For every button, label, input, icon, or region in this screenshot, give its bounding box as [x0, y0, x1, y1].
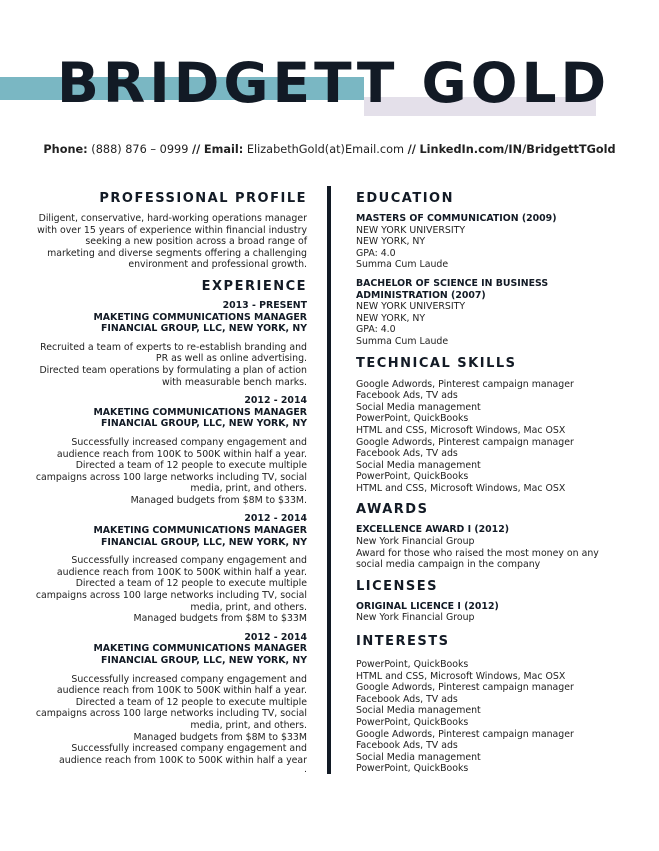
interest-item: PowerPoint, QuickBooks — [356, 763, 469, 775]
interest-item: Social Media management — [356, 705, 481, 717]
education-detail: NEW YORK, NY — [356, 236, 426, 248]
section-heading-licenses: LICENSES — [356, 578, 439, 594]
section-heading-technical-skills: TECHNICAL SKILLS — [356, 355, 517, 371]
skill-item: Google Adwords, Pinterest campaign manager — [356, 378, 574, 390]
job-description-line: campaigns across 100 large networks including TV, social — [35, 590, 307, 602]
job-description-line: Directed a team of 12 people to execute multiple — [75, 460, 307, 472]
award-title: EXCELLENCE AWARD I (2012) — [356, 524, 510, 536]
skill-item: Google Adwords, Pinterest campaign manager — [356, 436, 574, 448]
interest-item: HTML and CSS, Microsoft Windows, Mac OSX — [356, 670, 566, 682]
job-description-line: media, print, and others. — [190, 719, 307, 731]
job-description-line: Managed budgets from $8M to $33M — [133, 731, 307, 743]
experience-entry — [30, 395, 307, 506]
profile-section — [30, 191, 307, 271]
job-description-line: with measurable bench marks. — [161, 376, 307, 388]
candidate-name: BRIDGETT GOLD — [57, 51, 611, 115]
education-detail: NEW YORK UNIVERSITY — [356, 301, 466, 313]
technical-skills-section — [356, 356, 638, 495]
job-description-line: Managed budgets from $8M to $33M — [133, 613, 307, 625]
trailing-mark: . — [304, 765, 307, 776]
interest-item: Google Adwords, Pinterest campaign manager — [356, 682, 574, 694]
profile-line: seeking a new position across a broad range of — [85, 236, 307, 248]
linkedin-url: LinkedIn.com/IN/BridgettTGold — [419, 143, 616, 156]
job-company: FINANCIAL GROUP, LLC, NEW YORK, NY — [100, 655, 307, 666]
email-label: Email: — [203, 143, 244, 156]
interest-item: Facebook Ads, TV ads — [356, 740, 458, 752]
education-detail: NEW YORK, NY — [356, 312, 426, 324]
job-description-line: Managed budgets from $8M to $33M. — [130, 494, 307, 506]
awards-section — [356, 502, 638, 570]
education-detail: GPA: 4.0 — [356, 247, 396, 259]
education-detail: Summa Cum Laude — [356, 335, 449, 347]
experience-section — [30, 279, 307, 775]
job-title: MAKETING COMMUNICATIONS MANAGER — [93, 525, 307, 537]
award-detail: New York Financial Group — [356, 536, 475, 548]
license-title: ORIGINAL LICENCE I (2012) — [356, 600, 499, 612]
job-description-line: PR as well as online advertising. — [155, 353, 307, 365]
award-detail: social media campaign in the company — [356, 559, 541, 571]
experience-entry — [30, 300, 307, 388]
job-description-line: Successfully increased company engagement and — [71, 436, 307, 448]
job-description-line: Directed a team of 12 people to execute multiple — [75, 578, 307, 590]
skill-item: Facebook Ads, TV ads — [356, 390, 458, 402]
interest-item: Social Media management — [356, 751, 481, 763]
section-heading-education: EDUCATION — [356, 191, 454, 206]
job-dates: 2012 - 2014 — [244, 631, 307, 643]
education-entry — [356, 278, 638, 348]
job-title: MAKETING COMMUNICATIONS MANAGER — [93, 643, 307, 655]
education-detail: NEW YORK UNIVERSITY — [356, 224, 466, 236]
skill-item: PowerPoint, QuickBooks — [356, 471, 469, 483]
education-detail: GPA: 4.0 — [356, 324, 396, 336]
profile-line: marketing and diverse segments offering a challenging — [47, 247, 307, 259]
profile-line: Diligent, conservative, hard-working operations manager — [38, 213, 307, 224]
interests-section — [356, 634, 638, 775]
education-detail: Summa Cum Laude — [356, 259, 449, 271]
job-company: FINANCIAL GROUP, LLC, NEW YORK, NY — [100, 323, 307, 335]
skill-item: Social Media management — [356, 401, 481, 413]
job-dates: 2012 - 2014 — [244, 395, 307, 407]
interest-item: Google Adwords, Pinterest campaign manager — [356, 728, 574, 740]
interest-item: PowerPoint, QuickBooks — [356, 717, 469, 728]
left-column — [30, 191, 307, 775]
degree-title: BACHELOR OF SCIENCE IN BUSINESS — [356, 277, 549, 289]
skill-item: PowerPoint, QuickBooks — [356, 413, 469, 425]
licenses-section — [356, 579, 638, 624]
phone-label: Phone: — [43, 143, 88, 156]
job-description-line: Directed team operations by formulating a plan of action — [39, 364, 307, 376]
experience-entry — [30, 632, 307, 767]
job-dates: 2012 - 2014 — [244, 513, 307, 525]
job-description-line: Directed a team of 12 people to execute multiple — [75, 696, 307, 708]
section-heading-experience: EXPERIENCE — [201, 278, 307, 294]
section-heading-interests: INTERESTS — [356, 634, 450, 650]
award-detail: Award for those who raised the most money on any — [356, 547, 599, 559]
section-heading-awards: AWARDS — [356, 502, 429, 518]
phone-number: (888) 876 – 0999 — [91, 143, 189, 156]
education-section — [356, 191, 638, 348]
job-description-line: Successfully increased company engagement and — [71, 555, 307, 567]
job-description-line: Successfully increased company engagement and — [71, 673, 307, 685]
skill-item: Social Media management — [356, 459, 481, 471]
job-description-line: audience reach from 100K to 500K within half a year. — [56, 448, 307, 460]
column-divider — [327, 186, 331, 774]
job-title: MAKETING COMMUNICATIONS MANAGER — [93, 311, 307, 323]
contact-separator: // — [407, 143, 416, 156]
job-dates: 2013 - PRESENT — [222, 299, 307, 311]
interest-item: Facebook Ads, TV ads — [356, 693, 458, 705]
job-title: MAKETING COMMUNICATIONS MANAGER — [93, 406, 307, 418]
skill-item: HTML and CSS, Microsoft Windows, Mac OSX — [356, 424, 566, 436]
profile-line: environment and professional growth. — [128, 259, 307, 271]
job-description-line: media, print, and others. — [190, 483, 307, 495]
skill-item: Facebook Ads, TV ads — [356, 448, 458, 460]
job-company: FINANCIAL GROUP, LLC, NEW YORK, NY — [100, 536, 307, 548]
contact-separator: // — [192, 143, 201, 156]
education-entry — [356, 213, 638, 271]
job-description-line: audience reach from 100K to 500K within half a year. — [56, 685, 307, 697]
job-description-line: Recruited a team of experts to re-establish branding and — [40, 341, 307, 353]
email-address: ElizabethGold(at)Email.com — [246, 143, 405, 156]
job-description-line: campaigns across 100 large networks including TV, social — [35, 708, 307, 720]
degree-title: MASTERS OF COMMUNICATION (2009) — [356, 213, 557, 224]
contact-line — [0, 143, 659, 156]
job-description-line: media, print, and others. — [190, 601, 307, 613]
job-description-line: Successfully increased company engagement and — [71, 743, 307, 755]
job-description-line: campaigns across 100 large networks including TV, social — [35, 471, 307, 483]
job-description-line: audience reach from 100K to 500K within half a year — [59, 754, 307, 766]
experience-entry — [30, 513, 307, 624]
interest-item: PowerPoint, QuickBooks — [356, 659, 469, 671]
job-description-line: audience reach from 100K to 500K within half a year. — [56, 566, 307, 578]
job-company: FINANCIAL GROUP, LLC, NEW YORK, NY — [100, 418, 307, 430]
right-column — [356, 191, 638, 775]
license-detail: New York Financial Group — [356, 612, 475, 624]
skill-item: HTML and CSS, Microsoft Windows, Mac OSX — [356, 482, 566, 494]
section-heading-profile: PROFESSIONAL PROFILE — [99, 191, 307, 206]
profile-line: with over 15 years of experience within financial industry — [37, 224, 307, 236]
degree-title: ADMINISTRATION (2007) — [356, 289, 486, 301]
